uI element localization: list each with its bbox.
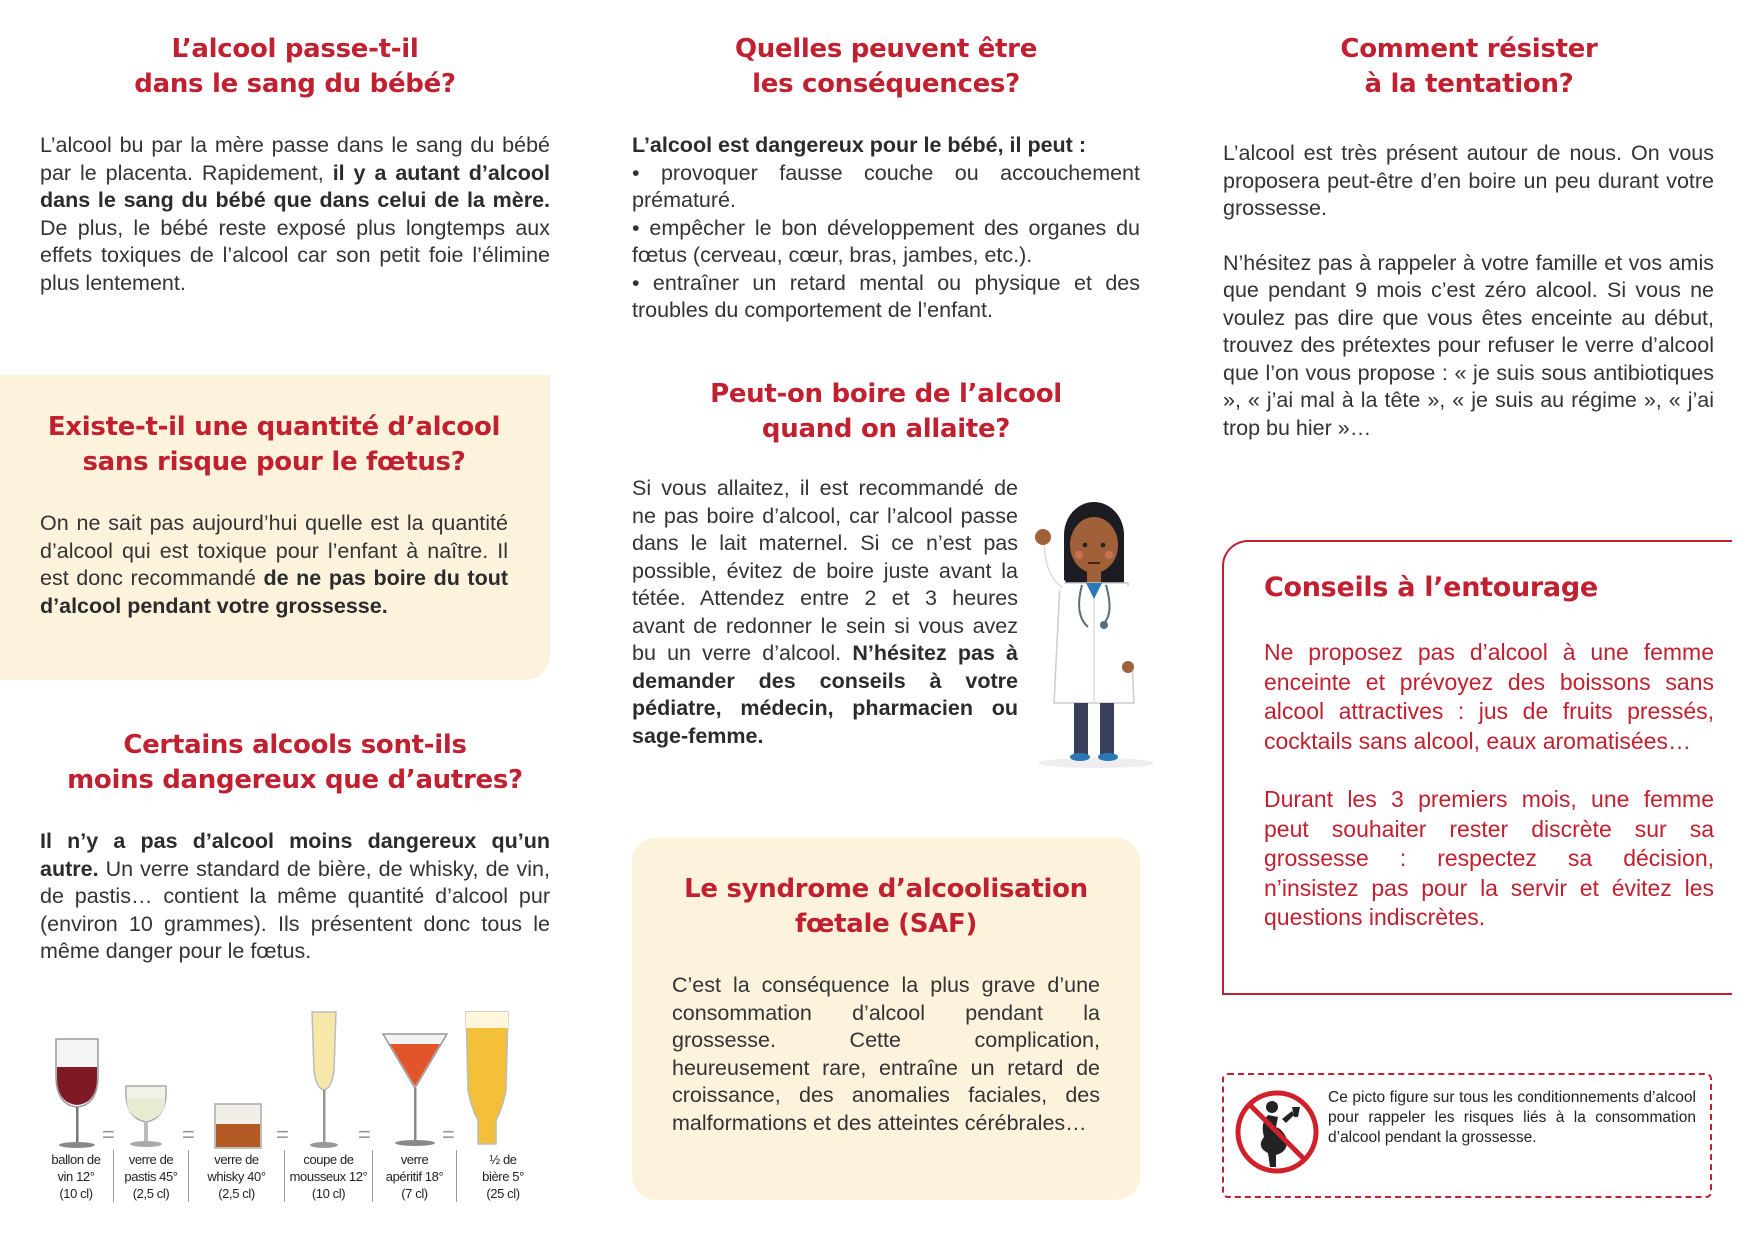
- section-title: Existe-t-il une quantité d’alcool sans risque pour le fœtus?: [47, 412, 501, 477]
- conseils-title: Conseils à l’entourage: [1264, 572, 1598, 603]
- section-text: C’est la conséquence la plus grave d’une consommation d’alcool pendant la grossesse. Cette complication, heureusement rare, entraîne un retard de croissance, des anomalies faciales, des malformations et des atteintes cérébrales…: [672, 973, 1100, 1135]
- section-text: Si vous allaitez, il est recommandé de ne pas boire d’alcool, car l’alcool passe dans le lait maternel. Si ce n’est pas possible, évitez de boire juste avant la tétée. Attendez entre 2 et 3 heures avant de redonner le sein si vous avez bu un verre d’alcool. N’hésitez pas à demander des conseils à votre pédiatre, médecin, pharmacien ou sage-femme.: [632, 476, 1019, 748]
- section-text: L’alcool bu par la mère passe dans le sang du bébé par le placenta. Rapidement, il y a autant d’alcool dans le sang du bébé que dans celui de la mère. De plus, le bébé reste exposé plus longtemps aux effets toxiques de l’alcool car son petit foie l’élimine plus lentement.: [40, 133, 550, 295]
- equals-sign: =: [358, 1122, 371, 1147]
- equals-sign: =: [276, 1122, 289, 1147]
- cocktail-glass-icon: [380, 1030, 450, 1150]
- list-item: • entraîner un retard mental ou physique et des troubles du comportement de l’enfant.: [632, 270, 1140, 322]
- conseils-content: [1264, 570, 1714, 933]
- section-text: On ne sait pas aujourd’hui quelle est la quantité d’alcool qui est toxique pour l’enfant à naître. Il est donc recommandé de ne pas boire du tout d’alcool pendant votre grossesse.: [40, 511, 508, 618]
- equals-sign: =: [182, 1122, 195, 1147]
- section-title: Le syndrome d’alcoolisation fœtale (SAF): [684, 874, 1088, 939]
- section-quantity: [40, 410, 508, 620]
- section-title: Certains alcools sont-ils moins dangereux que d’autres?: [67, 730, 523, 795]
- section-text: L’alcool est dangereux pour le bébé, il peut : • provoquer fausse couche ou accouchement prématuré. • empêcher le bon développement des organes du fœtus (cerveau, cœur, bras, jambes, etc.). • entraîner un retard mental ou physique et des troubles du comportement de l’enfant.: [632, 132, 1140, 325]
- beer-glass-icon: [462, 1010, 512, 1150]
- section-text: N’hésitez pas à rappeler à votre famille et vos amis que pendant 9 mois c’est zéro alcool. Si vous ne voulez pas dire que vous êtes enceinte au début, trouvez des prétextes pour refuser le verre d’alcool que l’on vous propose : « je suis sous antibiotiques », « j’ai mal à la tête », « je suis au régime », « j’ai trop bu hier »…: [1223, 250, 1714, 440]
- equals-sign: =: [442, 1122, 455, 1147]
- glass-label: verre de pastis 45° (2,5 cl): [124, 1152, 178, 1201]
- section-title: Peut-on boire de l’alcool quand on allaite?: [710, 379, 1062, 444]
- section-resist: [1224, 32, 1714, 102]
- glass-label: verre de whisky 40° (2,5 cl): [207, 1152, 266, 1201]
- glass-label: coupe de mousseux 12° (10 cl): [289, 1152, 368, 1201]
- list-item: • empêcher le bon développement des organes du fœtus (cerveau, cœur, bras, jambes, etc.).: [632, 215, 1140, 267]
- pastis-glass-icon: [122, 1078, 170, 1150]
- whisky-glass-icon: [212, 1102, 264, 1150]
- wine-glass-icon: [52, 1035, 102, 1150]
- section-title: Comment résister à la tentation?: [1340, 34, 1598, 99]
- pregnant-no-alcohol-icon: [1234, 1089, 1320, 1175]
- section-saf: [672, 872, 1100, 1137]
- doctor-illustration: [1030, 495, 1160, 770]
- section-breastfeeding: [632, 377, 1140, 447]
- conseils-text: Durant les 3 premiers mois, une femme peut souhaiter rester discrète sur sa grossesse : respectez sa décision, n’insistez pas pour la servir et évitez les questions indiscrètes.: [1264, 786, 1714, 930]
- section-text: L’alcool est très présent autour de nous. On vous proposera peut-être d’en boire un peu durant votre grossesse.: [1223, 141, 1714, 220]
- section-title: L’alcool passe-t-il dans le sang du bébé?: [134, 34, 456, 99]
- section-types: [40, 728, 550, 966]
- equals-sign: =: [102, 1122, 115, 1147]
- section-resist-body: [1223, 140, 1714, 442]
- section-consequences: [632, 32, 1140, 325]
- picto-box: [1222, 1073, 1712, 1198]
- section-text: Il n’y a pas d’alcool moins dangereux qu’un autre. Un verre standard de bière, de whisky, de vin, de pastis… contient la même quantité d’alcool pur (environ 10 grammes). Ils présentent donc tous le même danger pour le fœtus.: [40, 829, 550, 963]
- glass-label: ballon de vin 12° (10 cl): [51, 1152, 101, 1201]
- list-item: • provoquer fausse couche ou accouchement prématuré.: [632, 160, 1140, 212]
- glass-label: verre apéritif 18° (7 cl): [385, 1152, 444, 1201]
- picto-text: Ce picto figure sur tous les conditionnements d’alcool pour rappeler les risques liés à la consommation d’alcool pendant la grossesse.: [1328, 1089, 1696, 1146]
- section-blood: [40, 32, 550, 297]
- section-title: Quelles peuvent être les conséquences?: [734, 34, 1038, 99]
- glass-label: ½ de bière 5° (25 cl): [482, 1152, 524, 1201]
- conseils-text: Ne proposez pas d’alcool à une femme enceinte et prévoyez des boissons sans alcool attractives : jus de fruits pressés, cocktails sans alcool, eaux aromatisées…: [1264, 639, 1714, 754]
- champagne-flute-icon: [306, 1010, 342, 1150]
